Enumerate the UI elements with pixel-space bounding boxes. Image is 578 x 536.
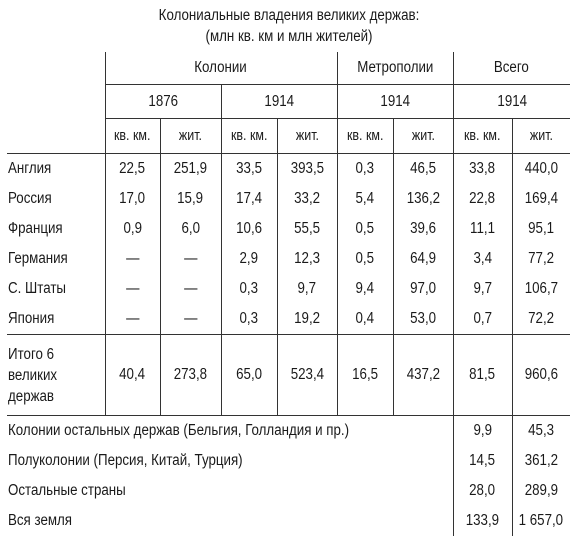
- table-cell: 133,9: [453, 506, 512, 536]
- row-label: Англия: [7, 154, 105, 185]
- table-cell: 0,7: [453, 304, 512, 335]
- table-cell: 440,0: [524, 160, 558, 177]
- header-unit: жит.: [512, 119, 570, 154]
- table-cell: 0,3: [337, 154, 393, 185]
- table-cell: 16,5: [337, 335, 393, 416]
- table-cell: 6,0: [160, 214, 221, 244]
- table-cell: 39,6: [393, 214, 453, 244]
- table-cell: 1 657,0: [519, 512, 564, 529]
- table-row: [7, 154, 570, 185]
- table-cell: 81,5: [453, 335, 512, 416]
- table-cell: 14,5: [453, 446, 512, 476]
- table-cell: 361,2: [524, 452, 558, 469]
- table-cell: 65,0: [221, 335, 277, 416]
- header-year: 1876: [105, 85, 221, 119]
- table-cell: 2,9: [221, 244, 277, 274]
- table-cell: 523,4: [277, 335, 337, 416]
- table-row: [7, 244, 570, 274]
- header-unit: кв. км.: [337, 119, 393, 154]
- table-cell: —: [105, 244, 160, 274]
- header-year: 1914: [221, 85, 337, 119]
- table-cell: 0,4: [337, 304, 393, 335]
- table-cell: 12,3: [277, 244, 337, 274]
- header-group-total: Всего: [453, 52, 570, 85]
- table-cell: 393,5: [277, 154, 337, 185]
- table-cell: 22,8: [453, 184, 512, 214]
- header-group-metropoles: Метрополии: [337, 52, 453, 85]
- header-group-colonies: Колонии: [105, 52, 337, 85]
- table-row: [7, 446, 570, 476]
- colonial-table: [7, 52, 570, 536]
- title-line-2: (млн кв. км и млн жителей): [205, 28, 373, 45]
- row-label: Колонии остальных держав (Бельгия, Голландия и пр.): [7, 416, 453, 447]
- table-cell: 64,9: [393, 244, 453, 274]
- table-cell: 10,6: [221, 214, 277, 244]
- table-row: [7, 476, 570, 506]
- table-cell: —: [160, 244, 221, 274]
- table-cell: 273,8: [160, 335, 221, 416]
- table-cell: 0,9: [105, 214, 160, 244]
- table-cell: 5,4: [337, 184, 393, 214]
- title-line-1: Колониальные владения великих держав:: [158, 7, 420, 24]
- row-label: С. Штаты: [7, 274, 105, 304]
- table-row: [7, 304, 570, 335]
- table-cell: 0,5: [337, 214, 393, 244]
- table-cell: 55,5: [277, 214, 337, 244]
- table-cell: 289,9: [524, 482, 558, 499]
- table-cell: 95,1: [528, 220, 555, 237]
- total-row: [7, 335, 570, 416]
- table-cell: 45,3: [528, 422, 555, 439]
- table-cell: 33,8: [453, 154, 512, 185]
- row-label: Франция: [7, 214, 105, 244]
- table-cell: 0,5: [337, 244, 393, 274]
- row-label: Германия: [7, 244, 105, 274]
- row-label: Вся земля: [7, 506, 453, 536]
- table-cell: 40,4: [105, 335, 160, 416]
- header-row-years: [7, 85, 570, 119]
- header-unit: жит.: [277, 119, 337, 154]
- table-row: [7, 214, 570, 244]
- table-cell: 97,0: [393, 274, 453, 304]
- table-cell: 3,4: [453, 244, 512, 274]
- table-cell: 437,2: [393, 335, 453, 416]
- header-unit: кв. км.: [453, 119, 512, 154]
- table-row: [7, 184, 570, 214]
- table-cell: 53,0: [393, 304, 453, 335]
- header-row-units: [7, 119, 570, 154]
- total-row-label: Итого 6 великих держав: [7, 335, 105, 416]
- table-cell: 33,5: [221, 154, 277, 185]
- header-unit: жит.: [393, 119, 453, 154]
- table-row: [7, 416, 570, 447]
- table-cell: 28,0: [453, 476, 512, 506]
- table-cell: —: [160, 274, 221, 304]
- table-cell: 17,4: [221, 184, 277, 214]
- table-cell: 136,2: [393, 184, 453, 214]
- table-cell: 17,0: [105, 184, 160, 214]
- table-cell: 46,5: [393, 154, 453, 185]
- table-cell: 169,4: [524, 190, 558, 207]
- table-cell: —: [105, 304, 160, 335]
- header-unit: жит.: [160, 119, 221, 154]
- row-label: Япония: [7, 304, 105, 335]
- table-cell: 0,3: [221, 304, 277, 335]
- header-unit: кв. км.: [221, 119, 277, 154]
- header-corner: [7, 119, 105, 154]
- header-unit: кв. км.: [105, 119, 160, 154]
- table-cell: 9,9: [453, 416, 512, 447]
- row-label: Полуколонии (Персия, Китай, Турция): [7, 446, 453, 476]
- table-cell: 106,7: [524, 280, 558, 297]
- header-corner: [7, 52, 105, 85]
- table-row: [7, 506, 570, 536]
- table-cell: 960,6: [512, 335, 570, 416]
- table-cell: —: [160, 304, 221, 335]
- table-cell: 9,7: [453, 274, 512, 304]
- table-cell: 19,2: [277, 304, 337, 335]
- table-cell: 11,1: [453, 214, 512, 244]
- header-corner: [7, 85, 105, 119]
- table-cell: 251,9: [160, 154, 221, 185]
- header-year: 1914: [453, 85, 570, 119]
- table-cell: 15,9: [160, 184, 221, 214]
- table-cell: 77,2: [528, 250, 555, 267]
- table-cell: 22,5: [105, 154, 160, 185]
- table-cell: —: [105, 274, 160, 304]
- table-cell: 72,2: [512, 304, 570, 335]
- table-cell: 9,7: [277, 274, 337, 304]
- table-cell: 9,4: [337, 274, 393, 304]
- table-cell: 0,3: [221, 274, 277, 304]
- row-label: Остальные страны: [7, 476, 453, 506]
- row-label: Россия: [7, 184, 105, 214]
- table-cell: 33,2: [277, 184, 337, 214]
- header-year: 1914: [337, 85, 453, 119]
- table-row: [7, 274, 570, 304]
- header-row-groups: [7, 52, 570, 85]
